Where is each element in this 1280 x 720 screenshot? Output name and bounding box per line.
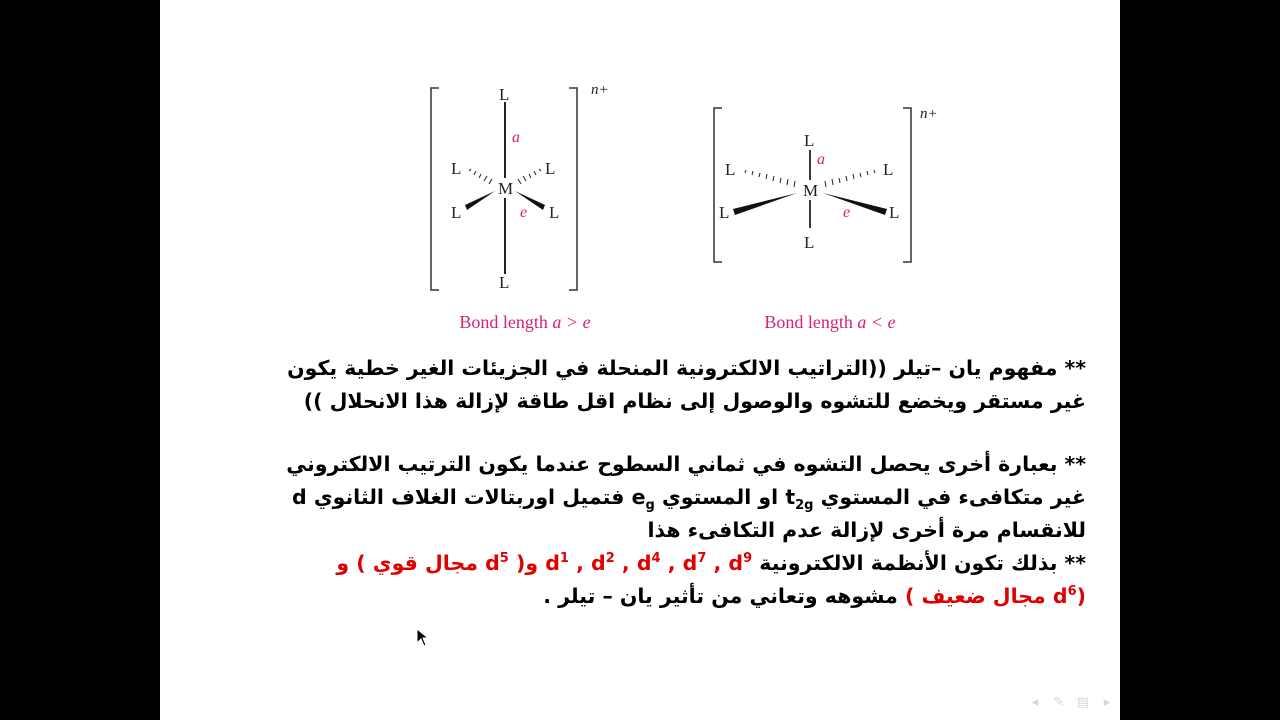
- jahn-teller-definition: ** مفهوم يان –تيلر ((التراتيب الالكترونية المنحلة في الجزيئات الغير خطية يكون غير مستقر ويخضع للتشوه والوصول إلى نظام اقل طاقة لإزالة هذا الانحلال )): [287, 356, 1086, 413]
- left-bracket: [714, 108, 722, 262]
- compressed-octahedron-figure: [705, 78, 955, 338]
- wedge-bond-left: [465, 191, 495, 210]
- mouse-pointer-icon: [416, 628, 430, 648]
- slide-menu-icon[interactable]: ▤: [1076, 695, 1090, 710]
- axial-bond-label: a: [817, 151, 825, 168]
- pen-icon[interactable]: ✎: [1053, 695, 1065, 710]
- next-slide-icon[interactable]: ▸: [1103, 695, 1111, 710]
- eg-term: $e_g$: [631, 485, 655, 514]
- distortion-explanation: ** بعبارة أخرى يحصل التشوه في ثماني السطوح عندما يكون الترتيب الالكتروني غير متكافىء في المستوي $t_{2g}$ او المستوي $e_g$ فتميل اوربتالات الغلاف الثانوي d للانقسام مرة أخرى لإزالة عدم التكافىء هذا: [286, 452, 1086, 542]
- ligand-back-right: L: [545, 159, 556, 178]
- strong-field-note: مجال قوي ) و: [336, 551, 478, 575]
- metal-center: M: [803, 181, 819, 200]
- equatorial-bond-label: e: [843, 204, 851, 221]
- slide-canvas: [160, 0, 1120, 720]
- ligand-back-left: L: [451, 159, 462, 178]
- left-bracket: [431, 88, 439, 290]
- elongated-octahedron-figure: [425, 78, 625, 338]
- t2g-term: $t_{2g}$: [785, 485, 814, 514]
- wedge-bond-right: [823, 193, 887, 215]
- hashed-bond-right: [825, 170, 875, 187]
- ligand-front-right: L: [549, 203, 560, 222]
- hashed-bond-left: [469, 169, 492, 184]
- caption-elongated: Bond length a > e: [459, 312, 591, 332]
- ligand-bottom: L: [804, 233, 815, 252]
- charge-label: n+: [591, 82, 609, 98]
- elongated-octahedron-diagram: [425, 78, 625, 308]
- charge-label: n+: [920, 106, 938, 122]
- wedge-bond-left: [733, 193, 797, 215]
- slideshow-controls: [1028, 696, 1114, 710]
- slide-body-text: [240, 352, 1086, 613]
- weak-field-note: مجال ضعيف ): [904, 584, 1046, 608]
- ligand-bottom: L: [499, 273, 510, 292]
- metal-center: M: [498, 179, 514, 198]
- d-subshell-term: d: [291, 485, 307, 509]
- axial-bond-label: a: [512, 129, 520, 146]
- ligand-back-left: L: [725, 160, 736, 179]
- right-bracket: [903, 108, 911, 262]
- right-bracket: [569, 88, 577, 290]
- d5-term: $d^5$: [485, 551, 509, 575]
- ligand-front-left: L: [719, 203, 730, 222]
- hashed-bond-right: [518, 169, 541, 184]
- ligand-top: L: [804, 131, 815, 150]
- d6-term: $d^6$: [1052, 584, 1077, 608]
- distorted-configurations: ** بذلك تكون الأنظمة الالكترونية $d^1$ , $d^2$ , $d^4$ , $d^7$ , $d^9$ و( $d^5$ مجال قوي ) و ($d^6$ مجال ضعيف ) مشوهه وتعاني من تأثير يان – تيلر .: [336, 551, 1086, 608]
- ligand-front-right: L: [889, 203, 900, 222]
- compressed-octahedron-diagram: [705, 78, 955, 308]
- paragraph-spacer: [240, 418, 1086, 448]
- equatorial-bond-label: e: [520, 204, 528, 221]
- d-configuration-list: $d^1$ , $d^2$ , $d^4$ , $d^7$ , $d^9$: [545, 551, 753, 575]
- ligand-front-left: L: [451, 203, 462, 222]
- hashed-bond-left: [745, 170, 795, 187]
- ligand-back-right: L: [883, 160, 894, 179]
- ligand-top: L: [499, 85, 510, 104]
- previous-slide-icon[interactable]: ◂: [1031, 695, 1039, 710]
- caption-compressed: Bond length a < e: [764, 312, 896, 332]
